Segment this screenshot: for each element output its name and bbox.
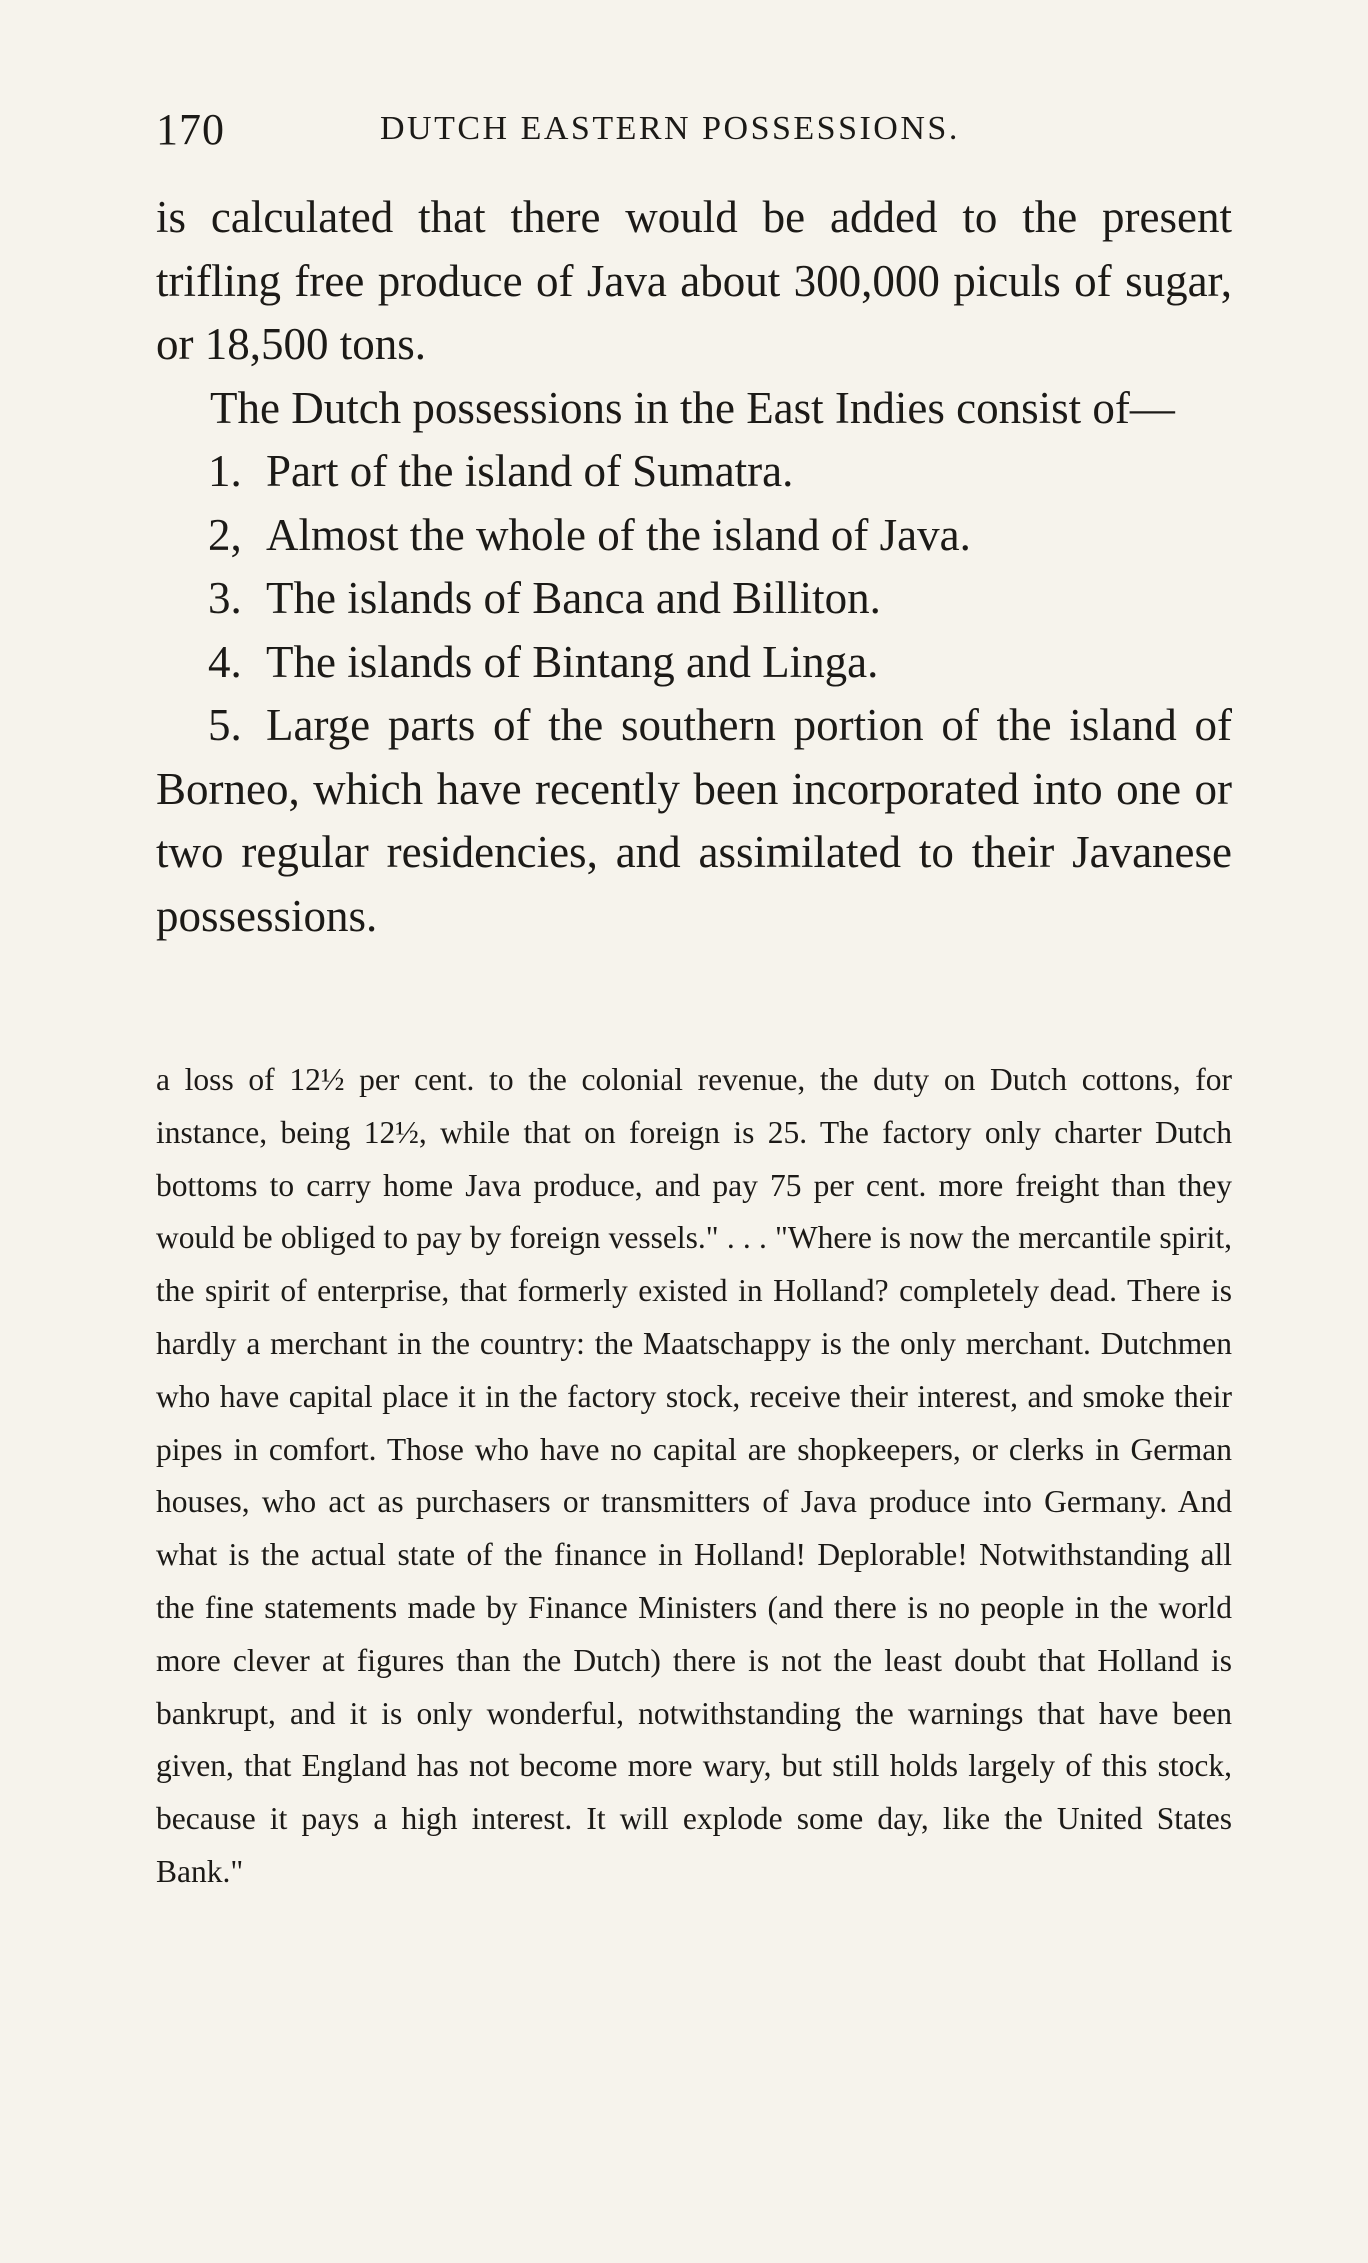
list-item: [156, 504, 1232, 568]
list-item: [156, 567, 1232, 631]
list-item-text: The islands of Bintang and Linga.: [266, 636, 879, 687]
list-item: [156, 440, 1232, 504]
list-item: [156, 694, 1232, 948]
paragraph-possessions-intro: The Dutch possessions in the East Indies consist of—: [210, 382, 1175, 433]
running-title: DUTCH EASTERN POSSESSIONS.: [380, 110, 960, 147]
page-number: 170: [156, 105, 225, 154]
list-item-number: 4.: [208, 636, 242, 687]
list-item-text: The islands of Banca and Billiton.: [266, 573, 881, 623]
list-item-number: 3.: [208, 573, 242, 623]
page-header: [156, 104, 1236, 164]
main-text: [156, 186, 1232, 948]
list-item-number: 2,: [208, 509, 242, 560]
paragraph-continued: is calculated that there would be added to the present trifling free produce of Java about 300,000 piculs of sugar, or 18,500 tons.: [156, 192, 1232, 369]
list-item-number: 1.: [208, 446, 242, 496]
list-item-text: Almost the whole of the island of Java.: [266, 509, 971, 560]
footnote: [156, 1054, 1232, 1899]
list-item-text: Part of the island of Sumatra.: [266, 446, 794, 496]
list-item-text: Large parts of the southern portion of the island of Borneo, which have recently been incorporated into one or two regular residencies, and assimilated to their Javanese possessions.: [156, 700, 1232, 941]
list-item-number: 5.: [208, 700, 242, 750]
footnote-text: a loss of 12½ per cent. to the colonial revenue, the duty on Dutch cottons, for instance, being 12½, while that on foreign is 25. The factory only charter Dutch bottoms to carry home Java produce, and pay 75 per cent. more freight than they would be obliged to pay by foreign vessels." . . . "Where is now the mercantile spirit, the spirit of enterprise, that formerly existed in Holland? completely dead. There is hardly a merchant in the country: the Maatschappy is the only merchant. Dutchmen who have capital place it in the factory stock, receive their interest, and smoke their pipes in comfort. Those who have no capital are shopkeepers, or clerks in German houses, who act as purchasers or transmitters of Java produce into Germany. And what is the actual state of the finance in Holland! Deplorable! Notwithstanding all the fine statements made by Finance Ministers (and there is no people in the world more clever at figures than the Dutch) there is not the least doubt that Holland is bankrupt, and it is only wonderful, notwithstanding the warnings that have been given, that England has not become more wary, but still holds largely of this stock, because it pays a high interest. It will explode some day, like the United States Bank.": [156, 1062, 1232, 1889]
list-item: [156, 631, 1232, 695]
